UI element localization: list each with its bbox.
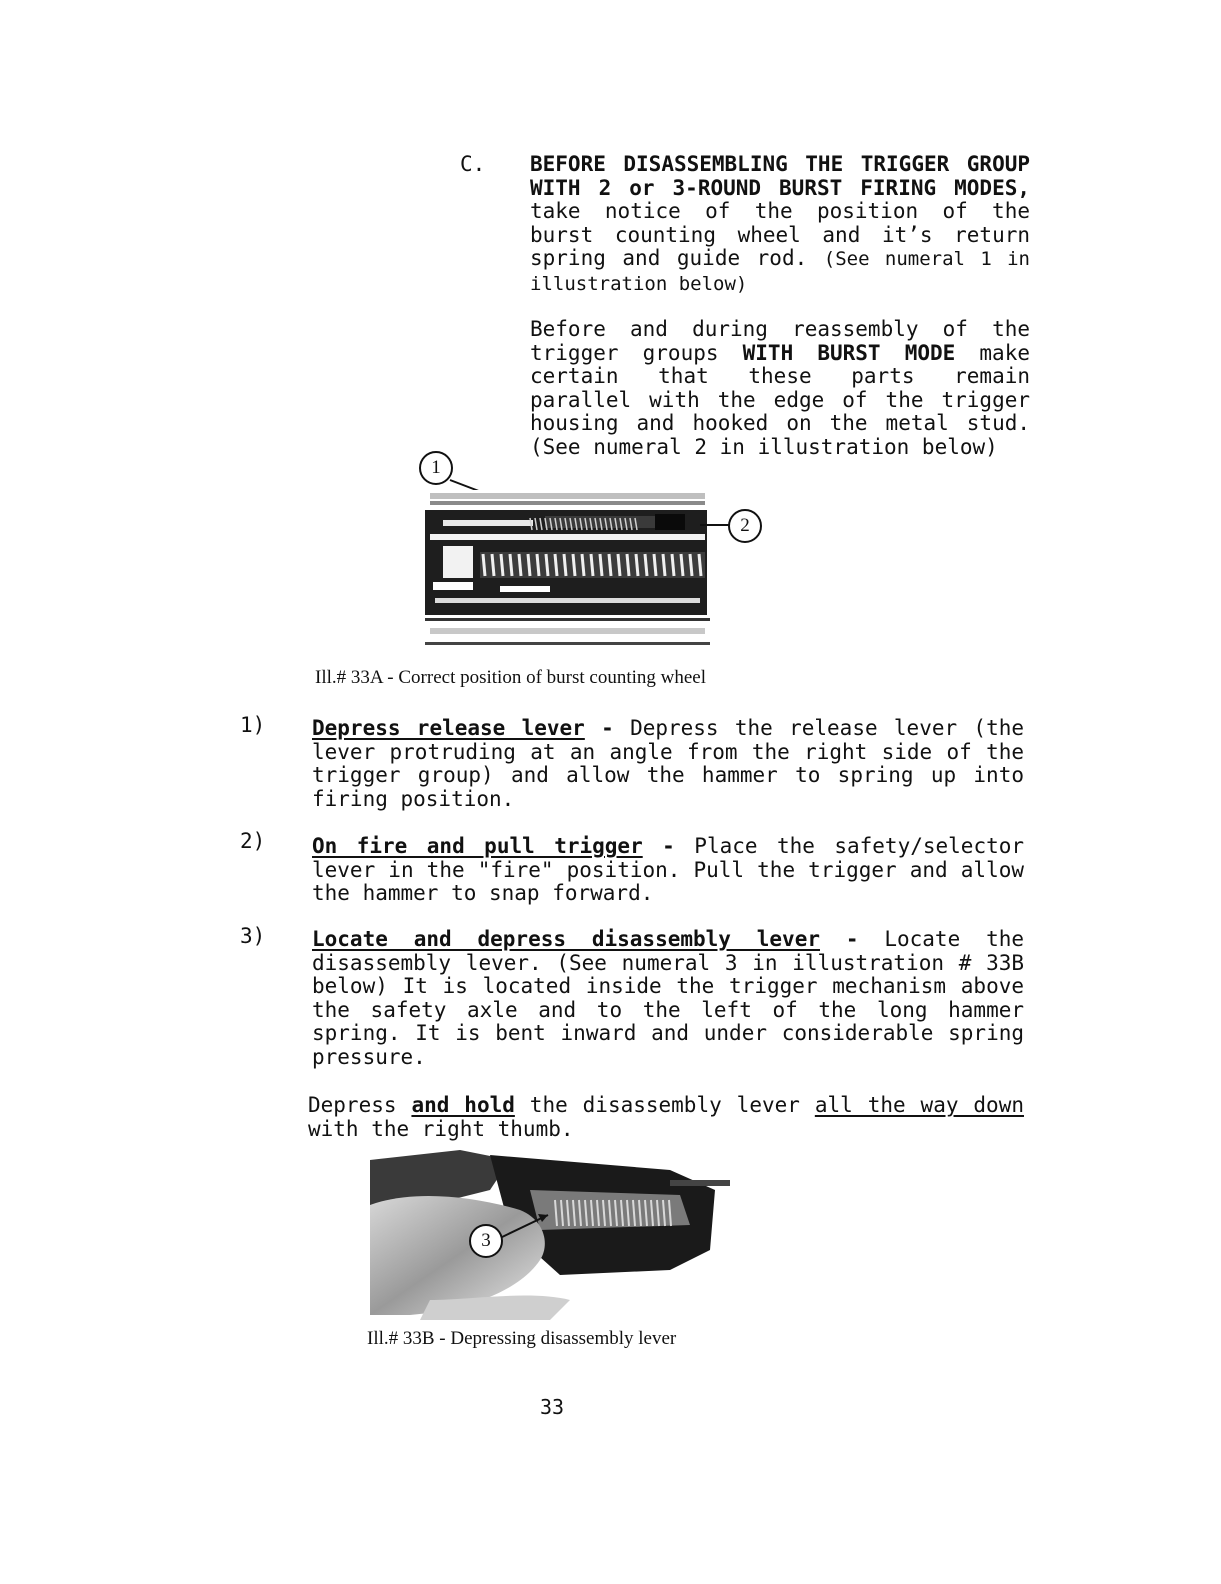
- section-c-ref: (See numeral 1 in illustration below): [530, 248, 1030, 295]
- section-c-para2-bold: WITH BURST MODE: [742, 340, 956, 365]
- step-1-title: Depress release lever: [312, 716, 585, 740]
- step-1-paragraph: [312, 717, 1024, 811]
- hold-post: with the right thumb.: [308, 1116, 574, 1141]
- step-2-text: Place the safety/selector lever in the "fire" position. Pull the trigger and allow the hammer to snap forward.: [312, 834, 1025, 906]
- disassembly-photo: [370, 1150, 730, 1320]
- step-1-number: 1): [240, 713, 266, 737]
- hold-paragraph: [308, 1094, 1024, 1141]
- callout-2-icon: 2: [728, 509, 762, 543]
- figure-a-caption: Ill.# 33A - Correct position of burst counting wheel: [315, 667, 707, 688]
- section-c-paragraph: [530, 153, 1030, 297]
- section-c-marker: C.: [460, 152, 486, 176]
- figure-b-caption: Ill.# 33B - Depressing disassembly lever: [367, 1328, 677, 1349]
- step-2-number: 2): [240, 829, 266, 853]
- hold-mid: the disassembly lever: [514, 1093, 815, 1117]
- step-3-title: Locate and depress disassembly lever: [312, 927, 820, 951]
- section-c-text: take notice of the position of the burst counting wheel and it’s return spring and guide rod.: [530, 199, 1030, 271]
- step-1-separator: -: [584, 716, 631, 740]
- step-2-separator: -: [642, 834, 695, 858]
- step-3-paragraph: [312, 928, 1024, 1070]
- step-2-title: On fire and pull trigger: [312, 834, 643, 858]
- hold-bold-underline: and hold: [411, 1093, 515, 1117]
- section-c-bold-lead: BEFORE DISASSEMBLING THE TRIGGER GROUP WITH 2 or 3-ROUND BURST FIRING MODES,: [530, 152, 1030, 200]
- step-1-text: Depress the release lever (the lever protruding at an angle from the right side of the trigger group) and allow the hammer to spring up into firing position.: [312, 716, 1024, 811]
- trigger-group-photo: [425, 490, 710, 650]
- section-c-para2-pre: Before and during reassembly of the trigger groups: [530, 317, 1030, 365]
- hold-underline: all the way down: [814, 1093, 1024, 1117]
- step-3-number: 3): [240, 924, 266, 948]
- step-3-text: Locate the disassembly lever. (See numeral 3 in illustration # 33B below) It is located inside the trigger mechanism above the safety axle and to the left of the long hammer spring. It is bent inward and under considerable spring pressure.: [312, 927, 1024, 1069]
- page-number: 33: [540, 1395, 565, 1419]
- hold-pre: Depress: [308, 1093, 412, 1117]
- section-c-para2-post: make certain that these parts remain parallel with the edge of the trigger housing and hooked on the metal stud. (See numeral 2 in illustration below): [530, 340, 1030, 459]
- callout-3-icon: 3: [469, 1224, 503, 1258]
- step-2-paragraph: [312, 835, 1024, 906]
- section-c-paragraph-2: [530, 318, 1030, 460]
- step-3-separator: -: [820, 927, 885, 951]
- callout-1-icon: 1: [419, 451, 453, 485]
